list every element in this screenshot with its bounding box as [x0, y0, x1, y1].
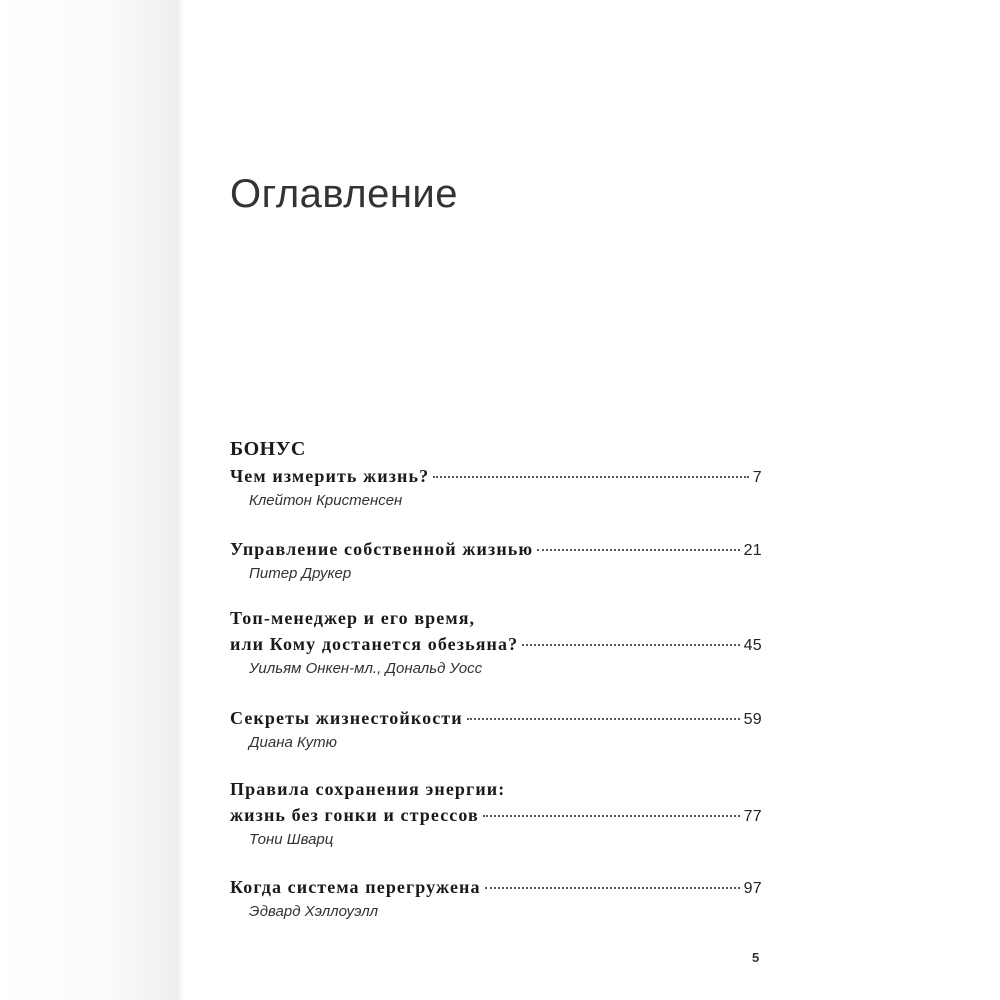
- toc-entry-line: [230, 776, 762, 802]
- toc-entry[interactable]: [230, 776, 762, 848]
- toc-entry-page: 59: [743, 711, 762, 728]
- page-number: 5: [752, 950, 760, 965]
- toc-entry[interactable]: [230, 536, 762, 582]
- toc-entry[interactable]: [230, 605, 762, 677]
- toc-entry-title: Когда система перегружена: [230, 877, 481, 897]
- toc-entry-page: 21: [743, 542, 762, 559]
- toc-entry-line: [230, 463, 762, 491]
- dot-leader: [483, 815, 740, 817]
- toc-entry-title: Секреты жизнестойкости: [230, 708, 463, 728]
- toc-entry-author: Эдвард Хэллоуэлл: [249, 903, 379, 920]
- toc-entry-page: 7: [752, 469, 762, 486]
- toc-entry-line: [230, 705, 762, 733]
- toc-entry[interactable]: [230, 705, 762, 751]
- toc-entry-line: [230, 605, 762, 631]
- dot-leader: [537, 549, 739, 551]
- toc-entry-title: Чем измерить жизнь?: [230, 466, 430, 486]
- toc-entry-author: Клейтон Кристенсен: [249, 492, 403, 509]
- dot-leader: [522, 644, 739, 646]
- dot-leader: [433, 476, 749, 478]
- toc-entry-line: [230, 536, 762, 564]
- toc-entry-author: Тони Шварц: [249, 831, 334, 848]
- toc-entry-page: 97: [743, 880, 762, 897]
- toc-entry-author: Диана Кутю: [249, 734, 337, 751]
- toc-entry-title: Топ-менеджер и его время,: [230, 608, 476, 628]
- page-title: Оглавление: [230, 172, 459, 216]
- section-label: БОНУС: [230, 438, 306, 460]
- toc-entry-title: Управление собственной жизнью: [230, 539, 534, 559]
- toc-entry[interactable]: [230, 874, 762, 920]
- toc-entry-line: [230, 631, 762, 659]
- toc-entry-author: Питер Друкер: [249, 565, 352, 582]
- toc-entry-page: 77: [743, 808, 762, 825]
- toc-entry-title: жизнь без гонки и стрессов: [230, 805, 479, 825]
- dot-leader: [485, 887, 740, 889]
- toc-entry-title: Правила сохранения энергии:: [230, 779, 506, 799]
- toc-entry-title: или Кому достанется обезьяна?: [230, 634, 519, 654]
- toc-entry-line: [230, 874, 762, 902]
- toc-entry-author: Уильям Онкен-мл., Дональд Уосс: [249, 660, 483, 677]
- toc-entry-line: [230, 802, 762, 830]
- book-gutter: [0, 0, 178, 1000]
- toc-entry[interactable]: [230, 463, 762, 509]
- dot-leader: [467, 718, 740, 720]
- toc-entry-page: 45: [743, 637, 762, 654]
